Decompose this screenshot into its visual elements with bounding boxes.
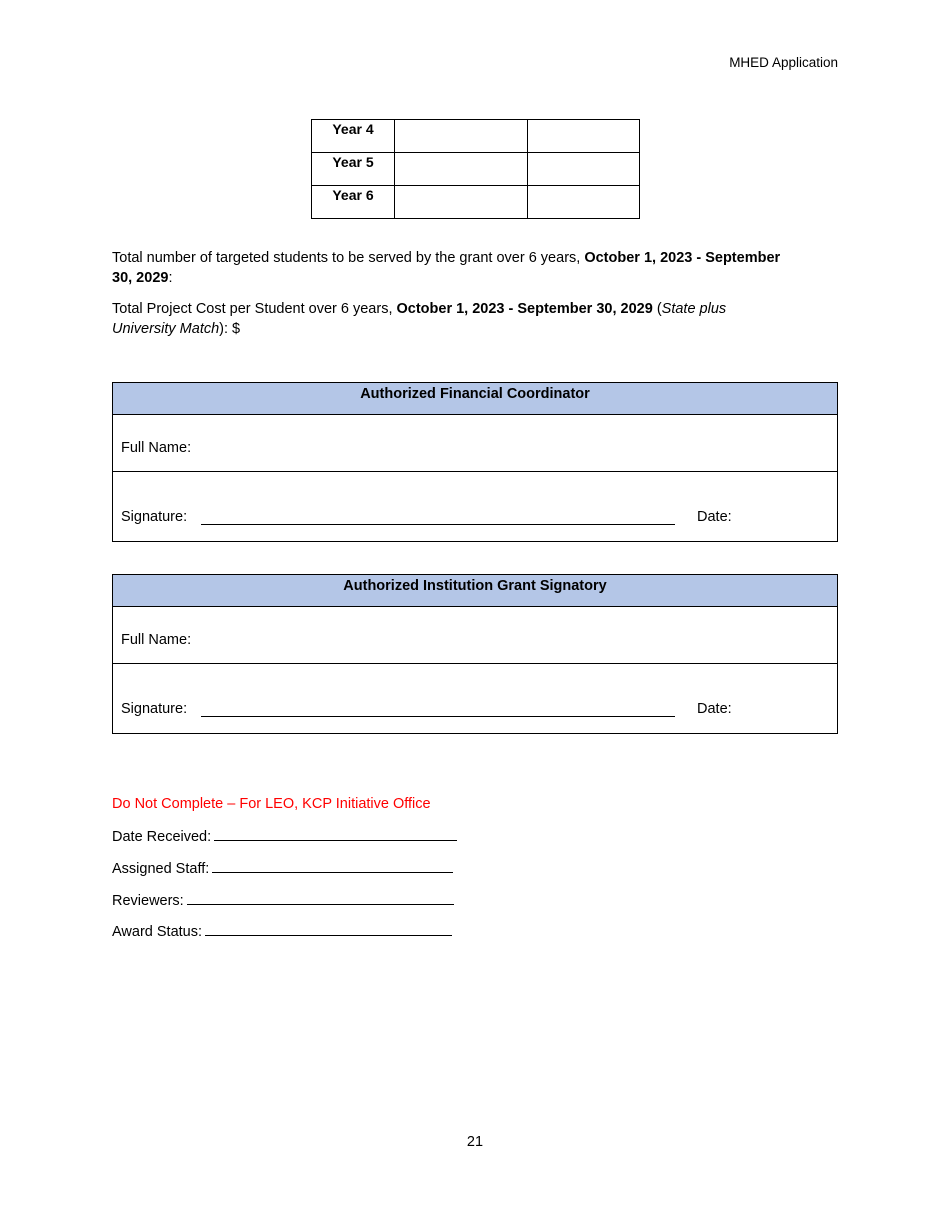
field-label: Reviewers: [112, 893, 184, 909]
signature-label: Signature: [121, 701, 188, 717]
full-name-field[interactable] [113, 607, 837, 664]
table-row [312, 186, 640, 219]
paragraph-text: ( [652, 301, 662, 317]
full-name-label: Full Name: [121, 440, 192, 456]
field-label: Assigned Staff: [112, 861, 210, 877]
paragraph-text: Total number of targeted students to be served by the grant over 6 years, [112, 250, 585, 266]
signature-label: Signature: [121, 509, 188, 525]
full-name-field[interactable] [113, 415, 837, 472]
box-title: Authorized Financial Coordinator [113, 383, 837, 415]
paragraph-text: Total Project Cost per Student over 6 years, [112, 301, 397, 317]
targeted-students-paragraph [112, 248, 792, 288]
date-range: October 1, 2023 - September 30, 2029 [112, 250, 781, 286]
signature-row [113, 664, 837, 733]
table-cell[interactable] [395, 186, 528, 219]
full-name-label: Full Name: [121, 632, 192, 648]
table-row [312, 120, 640, 153]
assigned-staff-field [112, 860, 453, 877]
field-label: Date Received: [112, 829, 212, 845]
field-line[interactable] [214, 828, 457, 841]
grant-signatory-box [112, 574, 838, 734]
date-range: October 1, 2023 - September 30, 2029 [396, 301, 653, 317]
paragraph-text: ): $ [219, 321, 241, 337]
year-table [311, 119, 640, 219]
date-received-field [112, 828, 457, 845]
reviewers-field [112, 892, 454, 909]
paragraph-text: : [168, 270, 173, 286]
table-cell[interactable] [528, 120, 640, 153]
year-label: Year 5 [312, 153, 395, 186]
project-cost-paragraph [112, 299, 792, 339]
table-cell[interactable] [528, 153, 640, 186]
date-label: Date: [697, 701, 732, 717]
document-header: MHED Application [729, 55, 838, 70]
table-cell[interactable] [528, 186, 640, 219]
field-line[interactable] [205, 923, 452, 936]
match-note: State plus University Match [112, 301, 727, 337]
table-cell[interactable] [395, 120, 528, 153]
box-title: Authorized Institution Grant Signatory [113, 575, 837, 607]
office-use-heading: Do Not Complete – For LEO, KCP Initiative Office [112, 796, 431, 812]
date-label: Date: [697, 509, 732, 525]
page-number: 21 [466, 1134, 484, 1150]
signature-row [113, 472, 837, 541]
table-cell[interactable] [395, 153, 528, 186]
award-status-field [112, 923, 452, 940]
signature-line[interactable] [201, 716, 675, 717]
table-row [312, 153, 640, 186]
field-line[interactable] [187, 892, 454, 905]
signature-line[interactable] [201, 524, 675, 525]
financial-coordinator-box [112, 382, 838, 542]
year-label: Year 4 [312, 120, 395, 153]
year-label: Year 6 [312, 186, 395, 219]
field-label: Award Status: [112, 924, 203, 940]
field-line[interactable] [212, 860, 453, 873]
